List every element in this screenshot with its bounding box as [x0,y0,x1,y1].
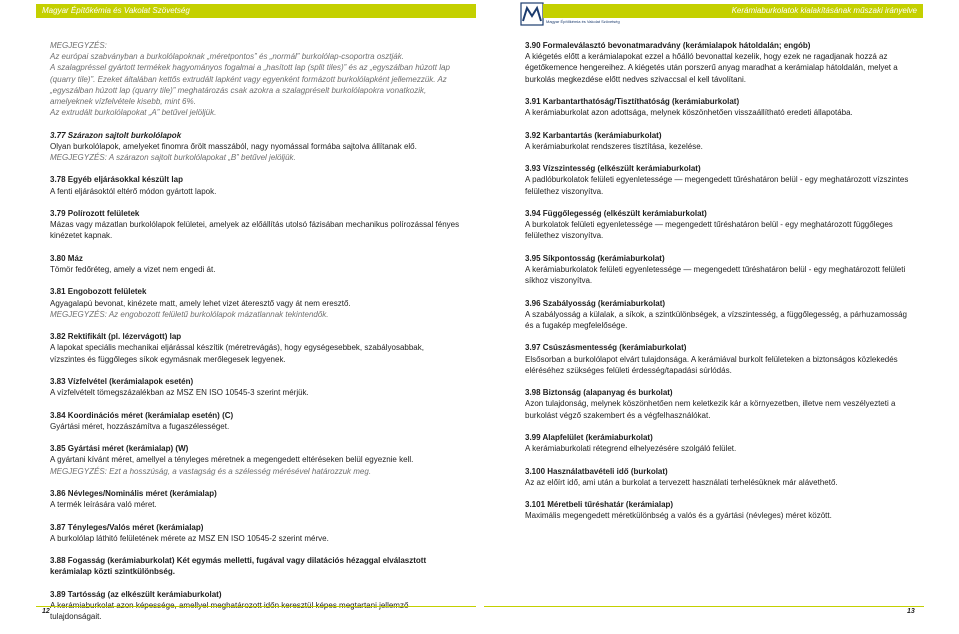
section-body: Elsősorban a burkolólapot elvárt tulajdonsága. A kerámiával burkolt felületeken a biztonságos közlekedés eléréséhez szükséges felületi érdesség/tapadási súrlódás. [525,354,898,375]
section-body: A kiégetés előtt a kerámialapokat ezzel a hőálló bevonattal kezelik, hogy ezek ne ragadjanak hozzá az égetőkemence hengereihez. A kiégetés után porszerű anyag maradhat a kerámialap hátoldalán, melyet a burkolás megkezdése előtt nedves szivaccsal el kell távolítani. [525,52,898,84]
definition-section [50,286,460,320]
definition-section [525,208,909,242]
section-title: 3.88 Fogasság (kerámiaburkolat) Két egymás melletti, fugával vagy dilatációs hézaggal elválasztott kerámialap közti szintkülönbség. [50,556,427,577]
section-body: A termék leírására való méret. [50,500,157,510]
definition-section [525,163,909,197]
section-title: 3.91 Karbantarthatóság/Tisztíthatóság (kerámiaburkolat) [525,97,740,106]
section-title: 3.89 Tartósság (az elkészült kerámiaburkolat) [50,589,222,599]
page-number-right: 13 [907,608,915,615]
section-title: 3.96 Szabályosság (kerámiaburkolat) [525,298,666,308]
section-body: A kerámiaburkolat rendszeres tisztítása, kezelése. [525,141,703,151]
definition-section [525,499,909,521]
definition-section [525,342,909,376]
right-column [525,40,909,533]
section-title: 3.79 Polírozott felületek [50,209,140,218]
section-title: 3.92 Karbantartás (kerámiaburkolat) [525,130,662,140]
footer-rule-right [484,606,924,607]
section-title: 3.93 Vízszintesség (elkészült kerámiaburkolat) [525,164,701,174]
intro-line: MEGJEGYZÉS: [50,41,107,50]
header-left-title: Magyar Építőkémia és Vakolat Szövetség [36,4,476,18]
header-right-title: Kerámiaburkolatok kialakításának műszaki irányelve [543,4,923,18]
left-column [50,40,460,634]
intro-note [50,40,460,118]
section-title: 3.86 Névleges/Nominális méret (kerámialap) [50,488,217,498]
section-body: A lapokat speciális mechanikai eljárással készítik (méretrevágás), hogy egységesebbek, szabályosabbak, vízszintes és függőleges síkok egymásnak merőlegesek legyenek. [50,343,424,364]
section-body: A vízfelvételt tömegszázalékban az MSZ EN ISO 10545-3 szerint mérjük. [50,388,309,398]
section-title: 3.80 Máz [50,253,83,263]
section-body: A fenti eljárásoktól eltérő módon gyártott lapok. [50,186,217,196]
section-body: Mázas vagy mázatlan burkolólapok felületei, amelyek az előállítás utolsó fázisában mechanikus polírozással fényes kinézetet kapnak. [50,220,460,241]
definition-section [525,387,909,421]
page-number-left: 12 [42,608,50,615]
section-title: 3.81 Engobozott felületek [50,287,147,297]
section-note: MEGJEGYZÉS: Az engobozott felületű burkolólapok mázatlannak tekintendők. [50,309,329,319]
definition-section [525,130,909,152]
definition-section [50,208,460,242]
section-title: 3.83 Vízfelvétel (kerámialapok esetén) [50,376,194,386]
section-title: 3.99 Alapfelület (kerámiaburkolat) [525,432,653,442]
section-title: 3.101 Méretbeli tűréshatár (kerámialap) [525,500,674,510]
section-title: 3.78 Egyéb eljárásokkal készült lap [50,175,183,185]
section-body: Gyártási méret, hozzászámítva a fugaszélességet. [50,421,230,431]
definition-section [50,130,460,164]
section-body: Maximális megengedett méretkülönbség a valós és a gyártási (névleges) méret között. [525,511,832,521]
definition-section [50,253,460,275]
definition-section [525,40,909,85]
section-title: 3.87 Tényleges/Valós méret (kerámialap) [50,522,204,532]
page-header [0,0,959,31]
logo-subtitle: Magyar Építőkémia és Vakolat Szövetség [546,19,620,24]
section-body: A kerámiaburkolat azon képessége, amellyel meghatározott időn keresztül képes megtartani jellemző tulajdonságait. [50,600,409,622]
section-title: 3.97 Csúszásmentesség (kerámiaburkolat) [525,343,687,353]
definition-section [525,96,909,118]
section-title: 3.94 Függőlegesség (elkészült kerámiaburkolat) [525,208,707,218]
section-body: Olyan burkolólapok, amelyeket finomra őrölt masszából, nagy nyomással formába sajtolva állítanak elő. [50,141,417,151]
section-title: 3.84 Koordinációs méret (kerámialap esetén) (C) [50,410,234,420]
section-note: MEGJEGYZÉS: Ezt a hosszúság, a vastagság és a szélesség mérésével határozzuk meg. [50,466,372,476]
section-note: MEGJEGYZÉS: A szárazon sajtolt burkolólapokat „B” betűvel jelöljük. [50,153,296,163]
section-title: 3.85 Gyártási méret (kerámialap) (W) [50,444,189,454]
section-title: 3.100 Használatbavételi idő (burkolat) [525,466,668,476]
definition-section [50,443,460,477]
definition-section [50,410,460,432]
intro-line: Az extrudált burkolólapokat „A” betűvel jelöljük. [50,108,217,118]
section-body: A kerámiaburkolat azon adottsága, melynek köszönhetően visszaállítható eredeti állapotába. [525,108,853,118]
section-body: A kerámiaburkolatok felületi egyenletessége — megengedett tűréshatáron belül - egy meghatározott felületi síkhoz viszonyítva. [525,264,906,286]
section-body: A padlóburkolatok felületi egyenletessége — megengedett tűréshatáron belül - egy meghatározott vízszintes felülethez viszonyítva. [525,175,909,196]
definition-section [50,488,460,510]
definition-section [50,376,460,398]
footer-rule-left [36,606,476,607]
section-title: 3.82 Rektifikált (pl. lézervágott) lap [50,332,182,342]
section-title: 3.95 Síkpontosság (kerámiaburkolat) [525,253,665,263]
section-body: A burkolatok felületi egyenletessége — megengedett tűréshatáron belül - egy meghatározott függőleges felülethez viszonyítva. [525,220,893,241]
logo-icon [520,2,544,26]
definition-section [50,174,460,196]
section-title: 3.90 Formaleválasztó bevonatmaradvány (kerámialapok hátoldalán; engób) [525,41,811,50]
section-body: Azon tulajdonság, melynek köszönhetően nem keletkezik kár a környezetben, illetve nem veszélyezteti a burkolást végző szakembert és a végfelhasználókat. [525,399,896,420]
intro-line: A szalagpréssel gyártott termékek hagyományos fogalmai a „hasított lap (split tiles)” és az „egyszálban húzott lap (quarry tile)”. Ezeket általában kettős extrudált lapként vagy egyenként formázott burkolólapként jellemezzük. Az „egyszálban húzott lap (quarry tile)” meghatározás csak azokra a szalagpréselt burkolólapokra vonatkozik, amelyeknek vízfelvétele kisebb, mint 6%. [50,63,450,107]
section-body: Az az előírt idő, ami után a burkolat a tervezett használati terhelésüknek már alávethető. [525,477,838,487]
definition-section [50,555,460,577]
definition-section [525,432,909,454]
section-body: A gyártani kívánt méret, amellyel a tényleges méretnek a megengedett eltéréseken belül egyeznie kell. [50,455,414,465]
section-body: A burkolólap láthitó felületének mérete az MSZ EN ISO 10545-2 szerint mérve. [50,533,329,543]
section-body: Tömör fedőréteg, amely a vizet nem engedi át. [50,265,216,274]
section-body: A szabályosság a külalak, a síkok, a szintkülönbségek, a vízszintesség, a függőlegesség, a párhuzamosság és a fugakép megfelelősége. [525,309,907,330]
section-body: A kerámiaburkolati rétegrend elhelyezésére szolgáló felület. [525,444,737,454]
section-body: Agyagalapú bevonat, kinézete matt, amely lehet vizet áteresztő vagy át nem eresztő. [50,298,351,308]
definition-section [525,466,909,488]
intro-line: Az európai szabványban a burkolólapoknak „méretpontos” és „normál” burkolólap-csoportra osztják. [50,52,404,62]
section-title: 3.98 Biztonság (alapanyag és burkolat) [525,388,673,398]
section-title: 3.77 Szárazon sajtolt burkolólapok [50,130,182,140]
definition-section [525,253,909,287]
definition-section [50,522,460,544]
definition-section [50,331,460,365]
definition-section [525,298,909,332]
